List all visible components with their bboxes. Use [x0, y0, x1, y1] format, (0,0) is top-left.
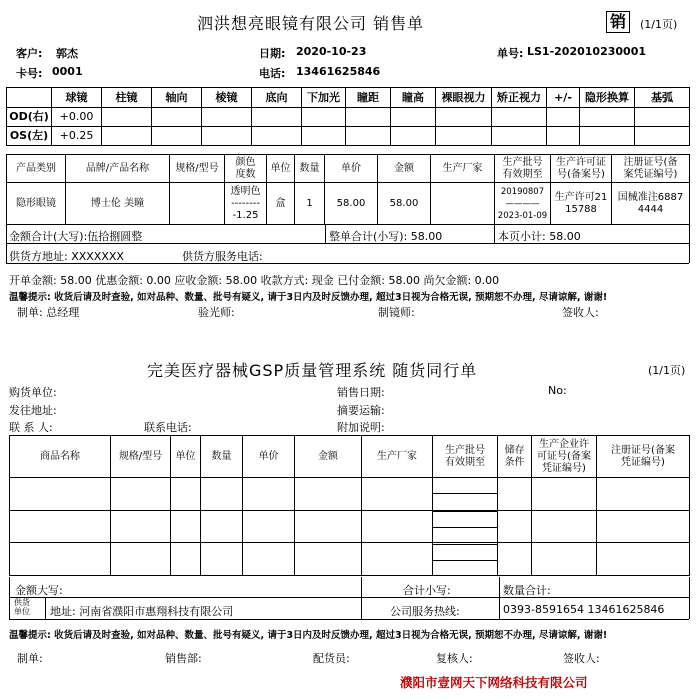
gsp-header-cell: 规格/型号: [111, 436, 171, 478]
product-header-cell: 产品类别: [7, 155, 66, 183]
product-brand: 博士伦 美瞳: [66, 183, 170, 225]
product-header-cell: 数量: [295, 155, 325, 183]
phone-label: 电话:: [259, 67, 286, 80]
gsp-service-phone-label: 公司服务热线:: [390, 605, 460, 618]
product-amount: 58.00: [378, 183, 431, 225]
gsp-header-cell: 数量: [201, 436, 243, 478]
rx-header-cell: 柱镜: [102, 88, 152, 108]
product-header-cell: 生产厂家: [431, 155, 495, 183]
rx-header-cell: 基弧: [635, 88, 690, 108]
prescription-table: [6, 87, 690, 146]
product-registration: 国械准注6887 4444: [612, 183, 690, 225]
product-spec: [170, 183, 225, 225]
gsp-ship-address: 发往地址:: [9, 404, 57, 417]
gsp-buyer: 购货单位:: [9, 386, 57, 399]
gsp-transport: 摘要运输:: [337, 404, 385, 417]
gsp-goods-table: [9, 435, 690, 576]
product-expiry: 2023-01-09: [497, 210, 548, 221]
gsp-address: 地址: 河南省濮阳市惠翔科技有限公司: [50, 605, 234, 618]
gsp-service-phone: 0393-8591654 13461625846: [503, 603, 665, 616]
sales-stamp: 销: [606, 11, 630, 33]
product-category: 隐形眼镜: [7, 183, 66, 225]
rx-header-cell: 下加光: [302, 88, 346, 108]
product-degree: -1.25: [232, 209, 259, 221]
product-header-cell: 单位: [267, 155, 295, 183]
gsp-header-cell: 储存 条件: [498, 436, 532, 478]
card-label: 卡号:: [16, 67, 43, 80]
gsp-header-cell: 金额: [295, 436, 362, 478]
product-price: 58.00: [325, 183, 378, 225]
rx-eye-left: OS(左): [7, 127, 52, 146]
product-header-cell: 品牌/产品名称: [66, 155, 170, 183]
gsp-quantity-total: 数量合计:: [503, 584, 551, 597]
product-header-cell: 金额: [378, 155, 431, 183]
sales-maker: 制单: 总经理: [17, 306, 80, 319]
sales-notice: 温馨提示: 收货后请及时查验, 如对品种、数量、批号有疑义, 请于3日内及时反馈办理, 超过3日视为合格无误, 预期恕不办理, 尽请谅解, 谢谢!: [9, 292, 608, 303]
payment-summary: 开单金额: 58.00 优惠金额: 0.00 应收金额: 58.00 收款方式: 现金 已付金额: 58.00 尚欠金额: 0.00: [9, 274, 500, 287]
footer-company-brand: 濮阳市壹网天下网络科技有限公司: [400, 675, 588, 690]
gsp-title: 完美医疗器械GSP质量管理系统 随货同行单: [147, 361, 478, 380]
total-amount-upper: 金额合计(大写):伍拾捌圆整: [9, 230, 143, 243]
phone-value: 13461625846: [296, 65, 381, 78]
sales-page-number: (1/1页): [640, 18, 678, 31]
gsp-note: 附加说明:: [337, 421, 385, 434]
gsp-header-cell: 注册证号(备案 凭证编号): [597, 436, 690, 478]
product-header-cell: 颜色 度数: [225, 155, 267, 183]
gsp-header-cell: 生产企业许 可证号(备案 凭证编号): [532, 436, 597, 478]
product-qty: 1: [295, 183, 325, 225]
supplier-address: 供货方地址: XXXXXXX: [9, 250, 124, 263]
sales-fitter: 制镜师:: [378, 306, 415, 319]
product-color-divider: --------: [231, 197, 260, 209]
product-batch-divider: ————: [505, 198, 540, 209]
gsp-header-row: [10, 436, 690, 478]
prescription-header-row: [7, 88, 690, 108]
product-maker: [431, 183, 495, 225]
customer-value: 郭杰: [56, 47, 78, 60]
rx-header-cell: 隐形换算: [580, 88, 635, 108]
product-batch-expiry: [495, 183, 551, 225]
rx-header-cell: 棱镜: [202, 88, 252, 108]
product-unit: 盒: [267, 183, 295, 225]
rx-sph-left: +0.25: [52, 127, 102, 146]
gsp-contact-phone: 联系电话:: [144, 421, 192, 434]
rx-row-left: [7, 127, 690, 146]
gsp-contact: 联 系 人:: [9, 421, 53, 434]
gsp-header-cell: 商品名称: [10, 436, 111, 478]
gsp-page-number: (1/1页): [648, 364, 686, 377]
product-batch: 20190807: [500, 186, 545, 197]
rx-header-cell: 裸眼视力: [436, 88, 492, 108]
rx-header-cell: 底向: [252, 88, 302, 108]
product-header-cell: 注册证号(备 案凭证编号): [612, 155, 690, 183]
rx-header-cell: +/-: [547, 88, 580, 108]
gsp-blank-row: [10, 478, 690, 511]
product-header-cell: 规格/型号: [170, 155, 225, 183]
rx-header-cell: 球镜: [52, 88, 102, 108]
page-subtotal: 本页小计: 58.00: [498, 230, 581, 243]
product-table: [6, 154, 690, 225]
rx-header-cell: 瞳距: [346, 88, 391, 108]
gsp-notice: 温馨提示: 收货后请及时查验, 如对品种、数量、批号有疑义, 请于3日内及时反馈办理, 超过3日视为合格无误, 预期恕不办理, 尽请谅解, 谢谢!: [9, 630, 608, 641]
gsp-blank-row: [10, 543, 690, 576]
customer-label: 客户:: [16, 47, 43, 60]
gsp-sale-date: 销售日期:: [337, 386, 385, 399]
card-number: 0001: [52, 65, 83, 78]
gsp-amount-upper: 金额大写:: [15, 584, 63, 597]
rx-sph-right: +0.00: [52, 108, 102, 127]
gsp-header-cell: 单位: [171, 436, 201, 478]
rx-header-cell: 矫正视力: [492, 88, 547, 108]
date-value: 2020-10-23: [296, 45, 367, 58]
gsp-delivery: 配货员:: [313, 652, 350, 665]
rx-row-right: [7, 108, 690, 127]
gsp-header-cell: 生产批号 有效期至: [433, 436, 498, 478]
gsp-receiver: 签收人:: [563, 652, 600, 665]
product-header-row: [7, 155, 690, 183]
total-amount-lower: 整单合计(小写): 58.00: [329, 230, 443, 243]
product-color-degree: [225, 183, 267, 225]
gsp-supply-unit: 供货 单位: [14, 598, 30, 616]
gsp-sales-dept: 销售部:: [165, 652, 202, 665]
sales-receiver: 签收人:: [562, 306, 599, 319]
rx-header-cell: 瞳高: [391, 88, 436, 108]
gsp-blank-row: [10, 511, 690, 543]
product-header-cell: 生产许可证 号(备案号): [551, 155, 612, 183]
rx-eye-right: OD(右): [7, 108, 52, 127]
product-row: [7, 183, 690, 225]
gsp-number: No:: [548, 384, 567, 397]
order-label: 单号:: [497, 47, 524, 60]
rx-header-cell: 轴向: [152, 88, 202, 108]
order-number: LS1-202010230001: [527, 45, 646, 58]
gsp-header-cell: 单价: [243, 436, 295, 478]
gsp-maker: 制单:: [17, 652, 43, 665]
date-label: 日期:: [259, 47, 286, 60]
sales-optician: 验光师:: [198, 306, 235, 319]
supplier-service-phone: 供货方服务电话:: [182, 250, 263, 263]
gsp-checker: 复核人:: [436, 652, 473, 665]
product-header-cell: 生产批号 有效期至: [495, 155, 551, 183]
sales-title: 泗洪想亮眼镜有限公司 销售单: [197, 14, 425, 33]
gsp-header-cell: 生产厂家: [362, 436, 433, 478]
rx-header-cell: [7, 88, 52, 108]
product-license: 生产许可21 15788: [551, 183, 612, 225]
gsp-subtotal: 合计小写:: [403, 584, 451, 597]
product-color: 透明色: [230, 185, 261, 197]
product-header-cell: 单价: [325, 155, 378, 183]
